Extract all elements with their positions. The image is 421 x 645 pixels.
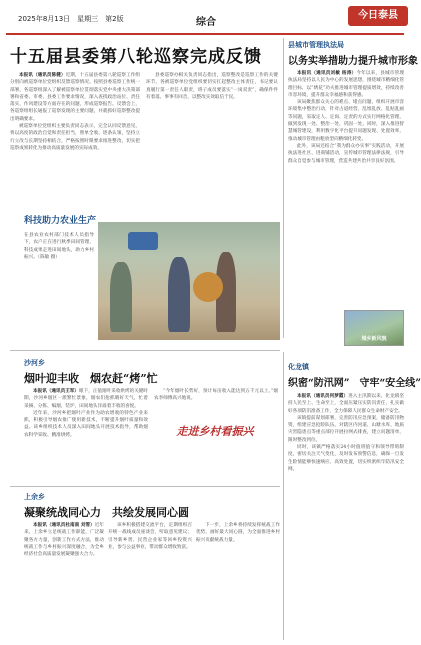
- lead-column-2: [146, 72, 278, 202]
- masthead: [6, 4, 404, 44]
- left-bottom-column-2: 该乡积极搭建交流平台，定期组织召开统一战线成员座谈会，听取意见建议；引导新乡贤、民营企业家等回乡投资兴业，参与公益事业，带动群众增收致富。: [108, 523, 192, 550]
- lead-byline: 本报讯（通讯员陈健）: [19, 73, 66, 78]
- column-divider: [283, 38, 284, 338]
- banner-slogan: 走进乡村看振兴: [152, 423, 278, 440]
- right-top-byline: 本报讯（通讯员刘敏 杨涛）: [297, 71, 357, 76]
- lead-column-1: [10, 72, 140, 202]
- feature-section: 科技助力农业生产: [24, 216, 97, 226]
- feature-photo: [98, 222, 280, 340]
- right-bottom-body: 本报讯（通讯员何梦霞）进入主汛期以来，化龙镇坚持人民至上、生命至上，全面压紧压实防汛责任，扎实做好各项防汛准备工作，全力保障人民群众生命财产安全。 该镇提前谋划部署，完善防汛应急预案，储备防汛物资，组建应急抢险队伍。对辖区内河道、山塘水库、地质灾害隐患点等重点部位开展拉网式排查，建立问题清单，限时整改到位。 同时，该镇严格落实24小时值班值守和领导带班制度，密切关注天气变化，及时发布预警信息，确保一旦发生险情能够快速响应、高效处置，切实织密织牢防汛安全网。: [288, 394, 404, 472]
- inset-photo-label: 城乡新风貌: [361, 336, 387, 342]
- masthead-rule: [6, 33, 404, 35]
- lead-paragraph-3: 县委巡察办相关负责同志指出，巡察整改是巡察工作的关键环节，各被巡察单位党组织要切实扛起整改主体责任，书记要认真履行第一责任人职责，班子成员要落实“一岗双责”，确保件件有着落、事事有回音，以整改实效取信于民。: [146, 73, 278, 100]
- lead-paragraph-2: 被巡察单位党组织主要负责同志表示，完全认同反馈意见，将以高度的政治自觉和责任担当，照单全收、逐条认领，坚持立行立改与长期坚持相结合，严格按照时限要求推进整改，切实把巡察成果转化为推动高质量发展的实际成效。: [10, 124, 140, 151]
- lead-paragraph-1: 近期，十五届县委第八轮巡察工作组分别向被巡察单位党组织反馈巡察情况。按照县委巡察工作统一部署，各巡察组深入了解被巡察单位贯彻落实党中央重大决策部署和省委、市委、县委工作要求情况，深入查找政治站位、责任落实、作风建设等方面存在的问题，形成巡察报告。反馈会上，各巡察组组长通报了巡察发现的主要问题，并就抓好巡察整改提出明确要求。: [10, 73, 140, 122]
- right-top-body: 本报讯（通讯员刘敏 杨涛）今年以来，县城市管理执法局坚持以人民为中心的发展思想，围绕城市精细化管理目标，以“绣花”功夫推进城市管理提质增效，持续改善市容环境，提升群众幸福感和获得感。 该局聚焦群众关心的难点、堵点问题，组织开展市容环境集中整治行动，针对占道经营、乱堆乱放、乱贴乱画等问题，采取定人、定岗、定责的方式实行网格化管理，做到发现一处、整治一处、巩固一处。同时，深入推进智慧城管建设，利用数字化平台提升问题发现、处置效率，推动城市管理由粗放型向精细化转变。 此外，该局还结合“我为群众办实事”实践活动，开展执法进社区、进商铺活动，宣传城市管理法律法规，引导群众自觉参与城市管理，营造共建共治共享良好氛围。: [288, 71, 404, 164]
- right-top-section: 县城市管理执法局: [288, 41, 344, 49]
- left-mid-column-2: “今年烟叶长势好，预计每亩收入能达到五千元以上。”烟农李师傅高兴地说。: [154, 389, 278, 402]
- right-top-headline: 以务实举措助力提升城市形象: [288, 56, 418, 67]
- right-bottom-section: 化龙镇: [288, 363, 309, 371]
- tractor-shape: [128, 232, 158, 250]
- right-bottom-byline: 本报讯（通讯员何梦霞）: [297, 394, 349, 399]
- left-bottom-byline: 本报讯（通讯员杜南南 刘雪）: [33, 523, 95, 528]
- lead-headline: 十五届县委第八轮巡察完成反馈: [10, 47, 262, 67]
- left-mid-byline: 本报讯（通讯员王军）: [33, 389, 79, 394]
- section-divider: [10, 350, 280, 351]
- left-mid-headline: 烟叶迎丰收 烟农赶“烤”忙: [24, 372, 158, 385]
- inset-photo: [344, 310, 404, 346]
- left-bottom-column-1: 本报讯（通讯员杜南南 刘雪）近年来，上余乡立足统战工作职能，广泛凝聚各方力量，创新工作方式方法，推动统战工作与乡村振兴深度融合，为全乡经济社会高质量发展凝聚强大合力。: [24, 523, 104, 558]
- section-title: 综合: [196, 17, 216, 28]
- harvest-basket: [193, 272, 223, 302]
- left-bottom-column-3: 下一步，上余乡将持续发挥统战工作优势，画好最大同心圆，为全面推进乡村振兴贡献统战力量。: [196, 523, 280, 543]
- left-bottom-headline: 凝聚统战同心力 共绘发展同心圆: [24, 506, 189, 519]
- issue-date: 2025年8月13日 星期三 第2版: [18, 15, 124, 23]
- left-mid-column-1: 本报讯（通讯员王军）眼下，正值烟叶采收烘烤的关键时期，沙河乡烟区一派繁忙景象，烟农们抢抓晴好天气，忙着采摘、分拣、编烟、装炉，田间地头洋溢着丰收的喜悦。 近年来，沙河乡把烟叶产业作为助农增收的特色产业来抓，积极引导烟农推广使用新技术，不断提升烟叶质量和效益。该乡组织技术人员深入田间地头开展技术指导，帮助烟农科学采收、精准烘烤。: [24, 389, 148, 438]
- newspaper-logo: 今日泰县: [348, 6, 408, 26]
- person-figure: [110, 262, 132, 332]
- left-bottom-section: 上余乡: [24, 493, 45, 501]
- feature-caption: 在县农业农村部门技术人员指导下，农户正在进行秋季田间管理，科技成果走进田间地头，助力乡村振兴。（陈敏 摄）: [24, 233, 94, 260]
- section-divider: [10, 486, 280, 487]
- column-divider: [283, 352, 284, 640]
- right-bottom-headline: 织密“防汛网” 守牢“安全线”: [288, 378, 421, 389]
- left-mid-section: 沙河乡: [24, 359, 45, 367]
- person-figure: [168, 257, 190, 332]
